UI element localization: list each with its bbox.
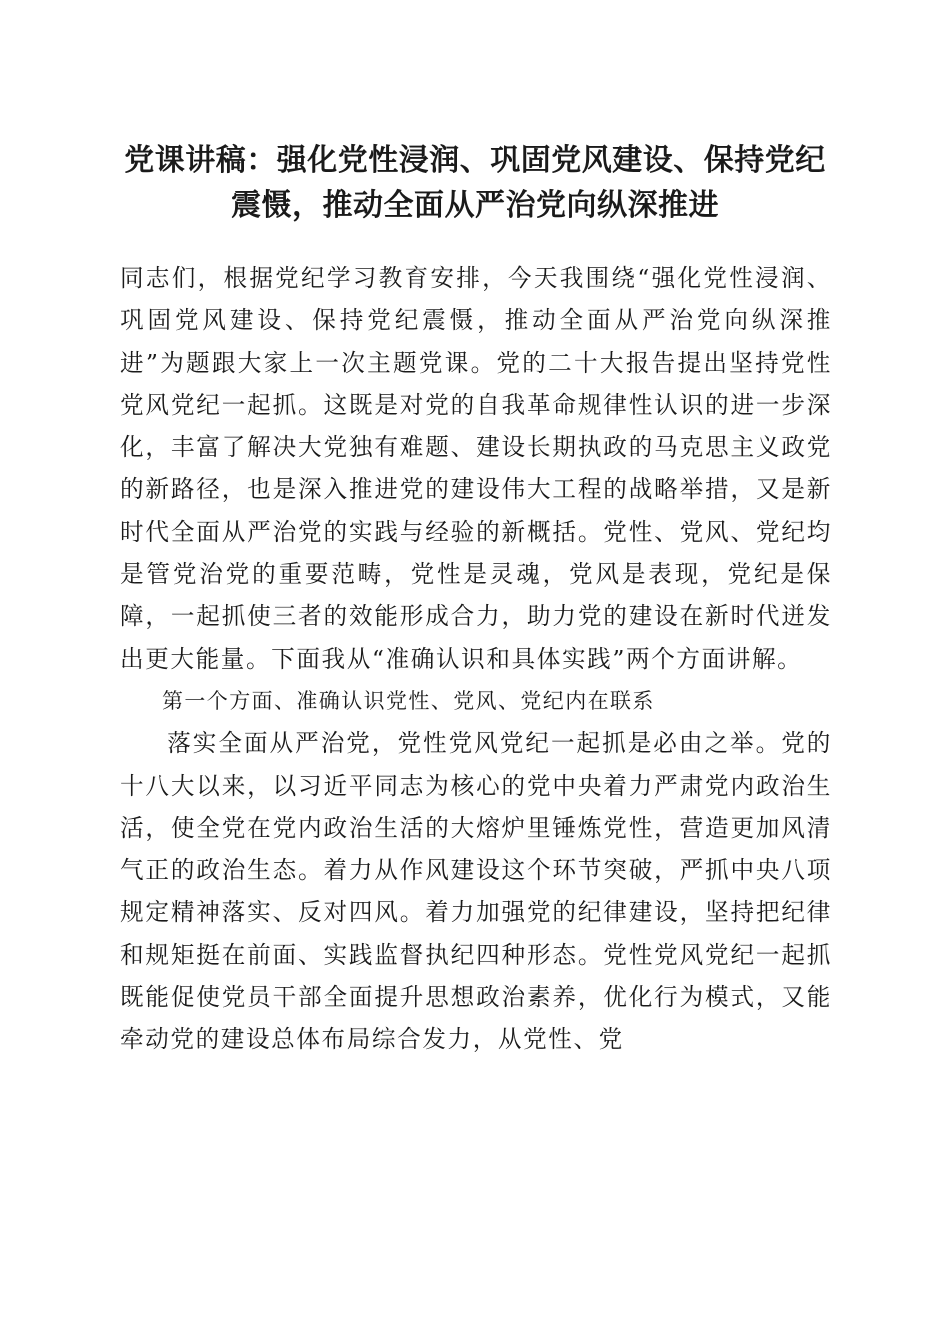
document-title: 党课讲稿：强化党性浸润、巩固党风建设、保持党纪震慑，推动全面从严治党向纵深推进 [124, 143, 826, 223]
intro-paragraph: 同志们，根据党纪学习教育安排，今天我围绕“强化党性浸润、巩固党风建设、保持党纪震慑，推动全面从严治党向纵深推进”为题跟大家上一次主题党课。党的二十大报告提出坚持党性党风党纪一起抓。这既是对党的自我革命规律性认识的进一步深化，丰富了解决大党独有难题、建设长期执政的马克思主义政党的新路径，也是深入推进党的建设伟大工程的战略举措，又是新时代全面从严治党的实践与经验的新概括。党性、党风、党纪均是管党治党的重要范畴，党性是灵魂，党风是表现，党纪是保障，一起抓使三者的效能形成合力，助力党的建设在新时代迸发出更大能量。下面我从“准确认识和具体实践”两个方面讲解。 [120, 264, 832, 673]
section-heading: 第一个方面、准确认识党性、党风、党纪内在联系 [162, 688, 655, 713]
body-paragraph: 落实全面从严治党，党性党风党纪一起抓是必由之举。党的十八大以来，以习近平同志为核心的党中央着力严肃党内政治生活，使全党在党内政治生活的大熔炉里锤炼党性，营造更加风清气正的政治生态。着力从作风建设这个环节突破，严抓中央八项规定精神落实、反对四风。着力加强党的纪律建设，坚持把纪律和规矩挺在前面、实践监督执纪四种形态。党性党风党纪一起抓既能促使党员干部全面提升思想政治素养，优化行为模式，又能牵动党的建设总体布局综合发力，从党性、党 [120, 729, 832, 1054]
document-body [120, 257, 832, 1061]
